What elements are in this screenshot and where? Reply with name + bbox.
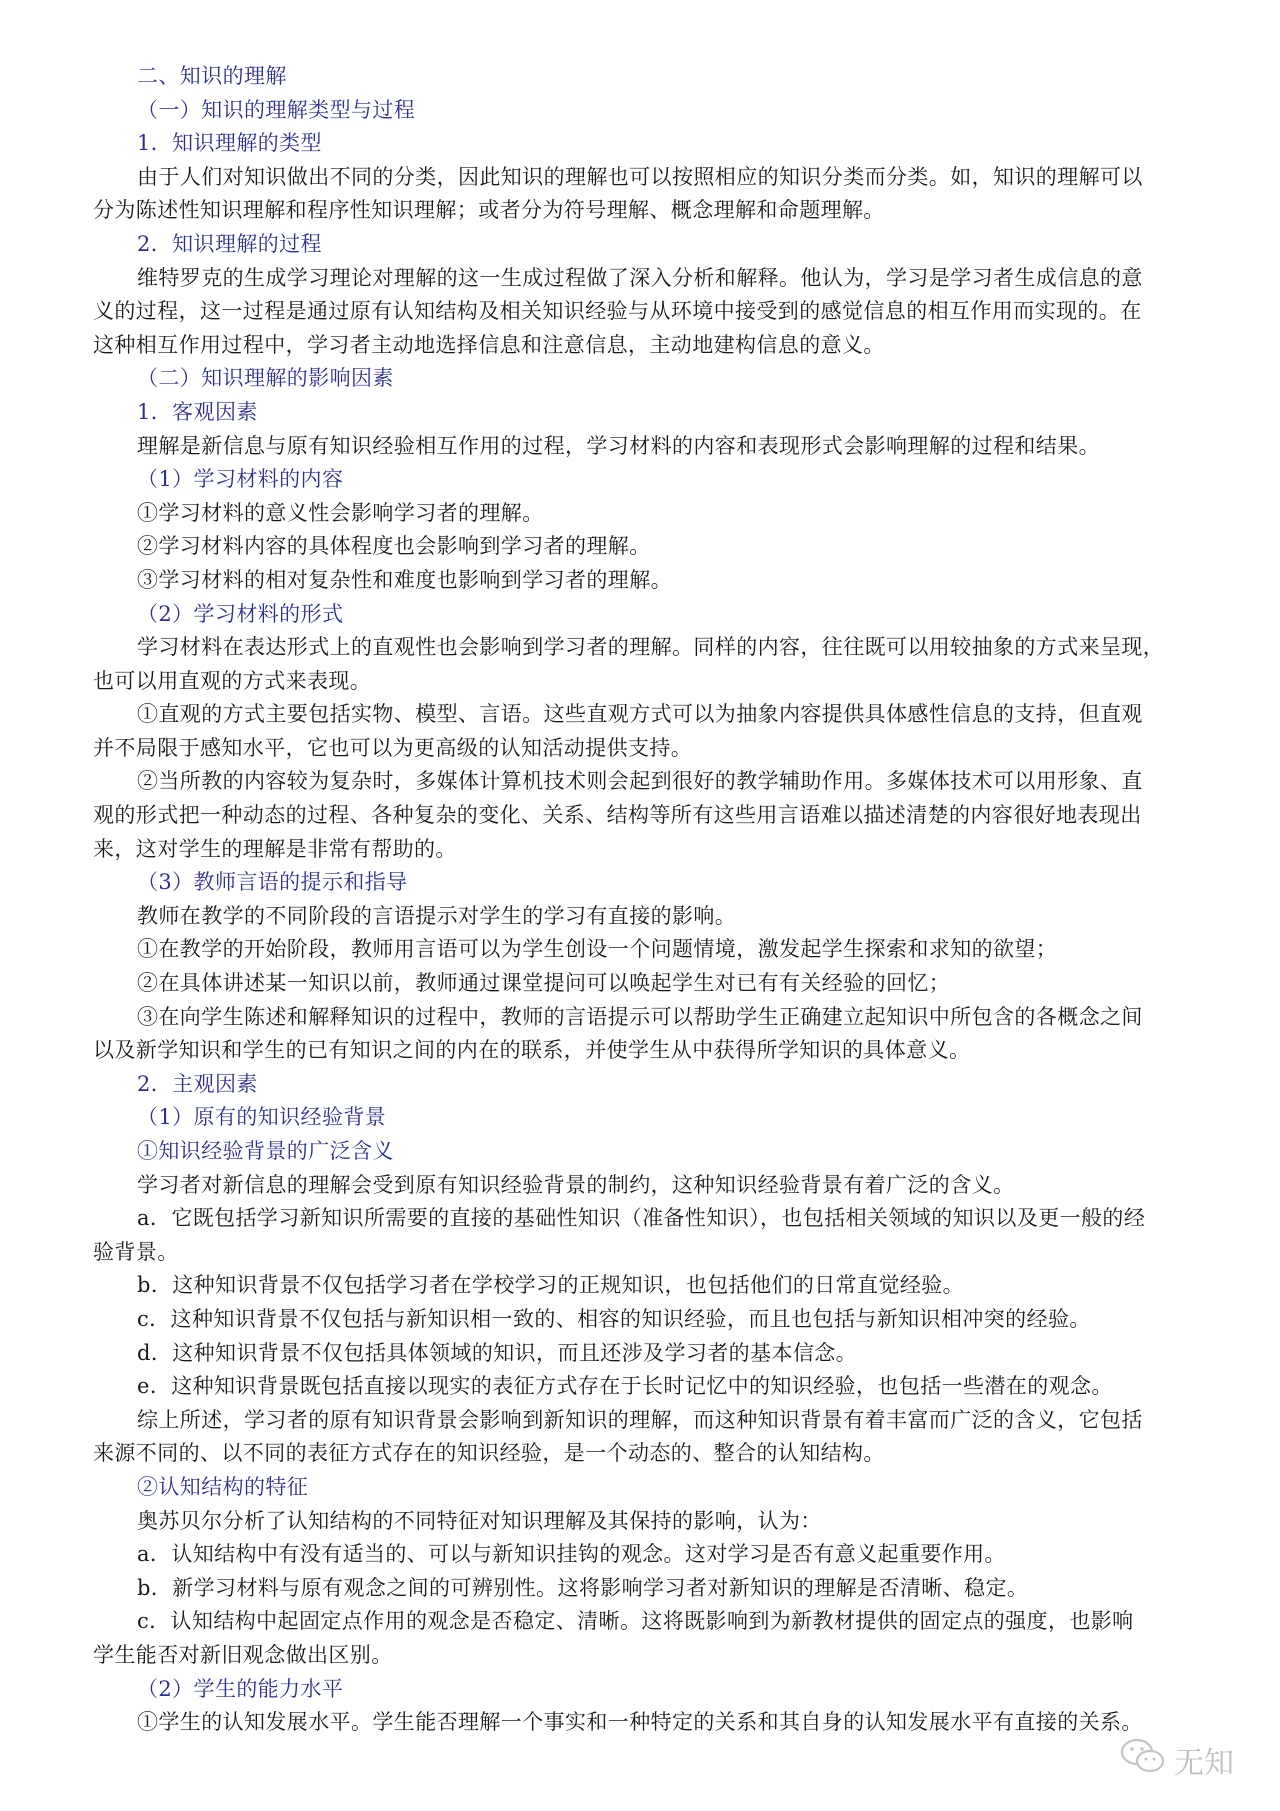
- text-line: d．这种知识背景不仅包括具体领域的知识，而且还涉及学习者的基本信念。: [137, 1340, 858, 1365]
- wechat-icon: [1120, 1737, 1166, 1783]
- text-line: c．认知结构中起固定点作用的观念是否稳定、清晰。这将既影响到为新教材提供的固定点的强度，也影响: [137, 1609, 1134, 1634]
- text-line: 来源不同的、以不同的表征方式存在的知识经验，是一个动态的、整合的认知结构。: [93, 1441, 885, 1466]
- section-heading: 1．客观因素: [137, 399, 258, 424]
- text-line: ②在具体讲述某一知识以前，教师通过课堂提问可以唤起学生对已有有关经验的回忆；: [137, 971, 951, 996]
- text-line: 以及新学知识和学生的已有知识之间的内在的联系，并使学生从中获得所学知识的具体意义。: [93, 1038, 971, 1063]
- text-line: ②学习材料内容的具体程度也会影响到学习者的理解。: [137, 534, 651, 559]
- text-line: 分为陈述性知识理解和程序性知识理解；或者分为符号理解、概念理解和命题理解。: [93, 198, 885, 223]
- text-line: ③学习材料的相对复杂性和难度也影响到学习者的理解。: [137, 567, 672, 592]
- text-line: 教师在教学的不同阶段的言语提示对学生的学习有直接的影响。: [137, 903, 737, 928]
- text-line: 学习材料在表达形式上的直观性也会影响到学习者的理解。同样的内容，往往既可以用较抽象的方式来呈现，: [137, 635, 1165, 660]
- section-heading: ②认知结构的特征: [137, 1474, 309, 1499]
- text-line: e．这种知识背景既包括直接以现实的表征方式存在于长时记忆中的知识经验，也包括一些潜在的观念。: [137, 1374, 1113, 1399]
- text-line: 义的过程，这一过程是通过原有认知结构及相关知识经验与从环境中接受到的感觉信息的相互作用而实现的。在: [93, 299, 1142, 324]
- section-heading: （3）教师言语的提示和指导: [137, 870, 408, 895]
- section-heading: （一）知识的理解类型与过程: [137, 97, 416, 122]
- section-heading: （2）学习材料的形式: [137, 601, 344, 626]
- section-heading: （1）学习材料的内容: [137, 467, 344, 492]
- text-line: ①学习材料的意义性会影响学习者的理解。: [137, 500, 544, 525]
- section-heading: 1．知识理解的类型: [137, 131, 322, 156]
- text-line: 来，这对学生的理解是非常有帮助的。: [93, 836, 457, 861]
- text-line: 学习者对新信息的理解会受到原有知识经验背景的制约，这种知识经验背景有着广泛的含义。: [137, 1172, 1015, 1197]
- text-line: 维特罗克的生成学习理论对理解的这一生成过程做了深入分析和解释。他认为，学习是学习者生成信息的意: [137, 265, 1143, 290]
- text-line: 理解是新信息与原有知识经验相互作用的过程，学习材料的内容和表现形式会影响理解的过程和结果。: [137, 433, 1100, 458]
- document-body: [93, 60, 1198, 1740]
- section-heading: 2．知识理解的过程: [137, 231, 322, 256]
- text-line: 学生能否对新旧观念做出区别。: [93, 1642, 393, 1667]
- section-heading: ①知识经验背景的广泛含义: [137, 1139, 394, 1163]
- text-line: c．这种知识背景不仅包括与新知识相一致的、相容的知识经验，而且也包括与新知识相冲突的经验。: [137, 1306, 1091, 1331]
- text-line: b．这种知识背景不仅包括学习者在学校学习的正规知识，也包括他们的日常直觉经验。: [137, 1273, 965, 1298]
- text-line: a．认知结构中有没有适当的、可以与新知识挂钩的观念。这对学习是否有意义起重要作用。: [137, 1542, 1006, 1567]
- text-line: a．它既包括学习新知识所需要的直接的基础性知识（准备性知识），也包括相关领域的知识以及更一般的经: [137, 1206, 1146, 1231]
- text-line: 观的形式把一种动态的过程、各种复杂的变化、关系、结构等所有这些用言语难以描述清楚的内容很好地表现出: [93, 803, 1142, 828]
- section-heading: （1）原有的知识经验背景: [137, 1105, 387, 1130]
- text-line: ③在向学生陈述和解释知识的过程中，教师的言语提示可以帮助学生正确建立起知识中所包含的各概念之间: [137, 1004, 1143, 1029]
- section-heading: 2．主观因素: [137, 1071, 258, 1096]
- text-line: ①学生的认知发展水平。学生能否理解一个事实和一种特定的关系和其自身的认知发展水平有直接的关系。: [137, 1710, 1143, 1735]
- text-line: 奥苏贝尔分析了认知结构的不同特征对知识理解及其保持的影响，认为：: [137, 1508, 822, 1533]
- text-line: 由于人们对知识做出不同的分类，因此知识的理解也可以按照相应的知识分类而分类。如，知识的理解可以: [137, 164, 1143, 189]
- text-line: 也可以用直观的方式来表现。: [93, 668, 372, 693]
- section-heading: 二、知识的理解: [137, 64, 287, 88]
- text-line: 验背景。: [93, 1239, 179, 1264]
- text-line: b．新学习材料与原有观念之间的可辨别性。这将影响学习者对新知识的理解是否清晰、稳定。: [137, 1575, 1029, 1600]
- watermark-text: 无知: [1174, 1746, 1234, 1781]
- text-line: ①直观的方式主要包括实物、模型、言语。这些直观方式可以为抽象内容提供具体感性信息的支持，但直观: [137, 702, 1143, 727]
- text-line: 并不局限于感知水平，它也可以为更高级的认知活动提供支持。: [93, 735, 693, 760]
- section-heading: （二）知识理解的影响因素: [137, 366, 394, 391]
- text-line: ②当所教的内容较为复杂时，多媒体计算机技术则会起到很好的教学辅助作用。多媒体技术可以用形象、直: [137, 769, 1143, 794]
- section-heading: （2）学生的能力水平: [137, 1676, 344, 1701]
- text-line: ①在教学的开始阶段，教师用言语可以为学生创设一个问题情境，激发起学生探索和求知的欲望；: [137, 937, 1058, 962]
- text-line: 这种相互作用过程中，学习者主动地选择信息和注意信息，主动地建构信息的意义。: [93, 332, 885, 357]
- watermark: [1120, 1737, 1234, 1783]
- text-line: 综上所述，学习者的原有知识背景会影响到新知识的理解，而这种知识背景有着丰富而广泛的含义，它包括: [137, 1407, 1143, 1432]
